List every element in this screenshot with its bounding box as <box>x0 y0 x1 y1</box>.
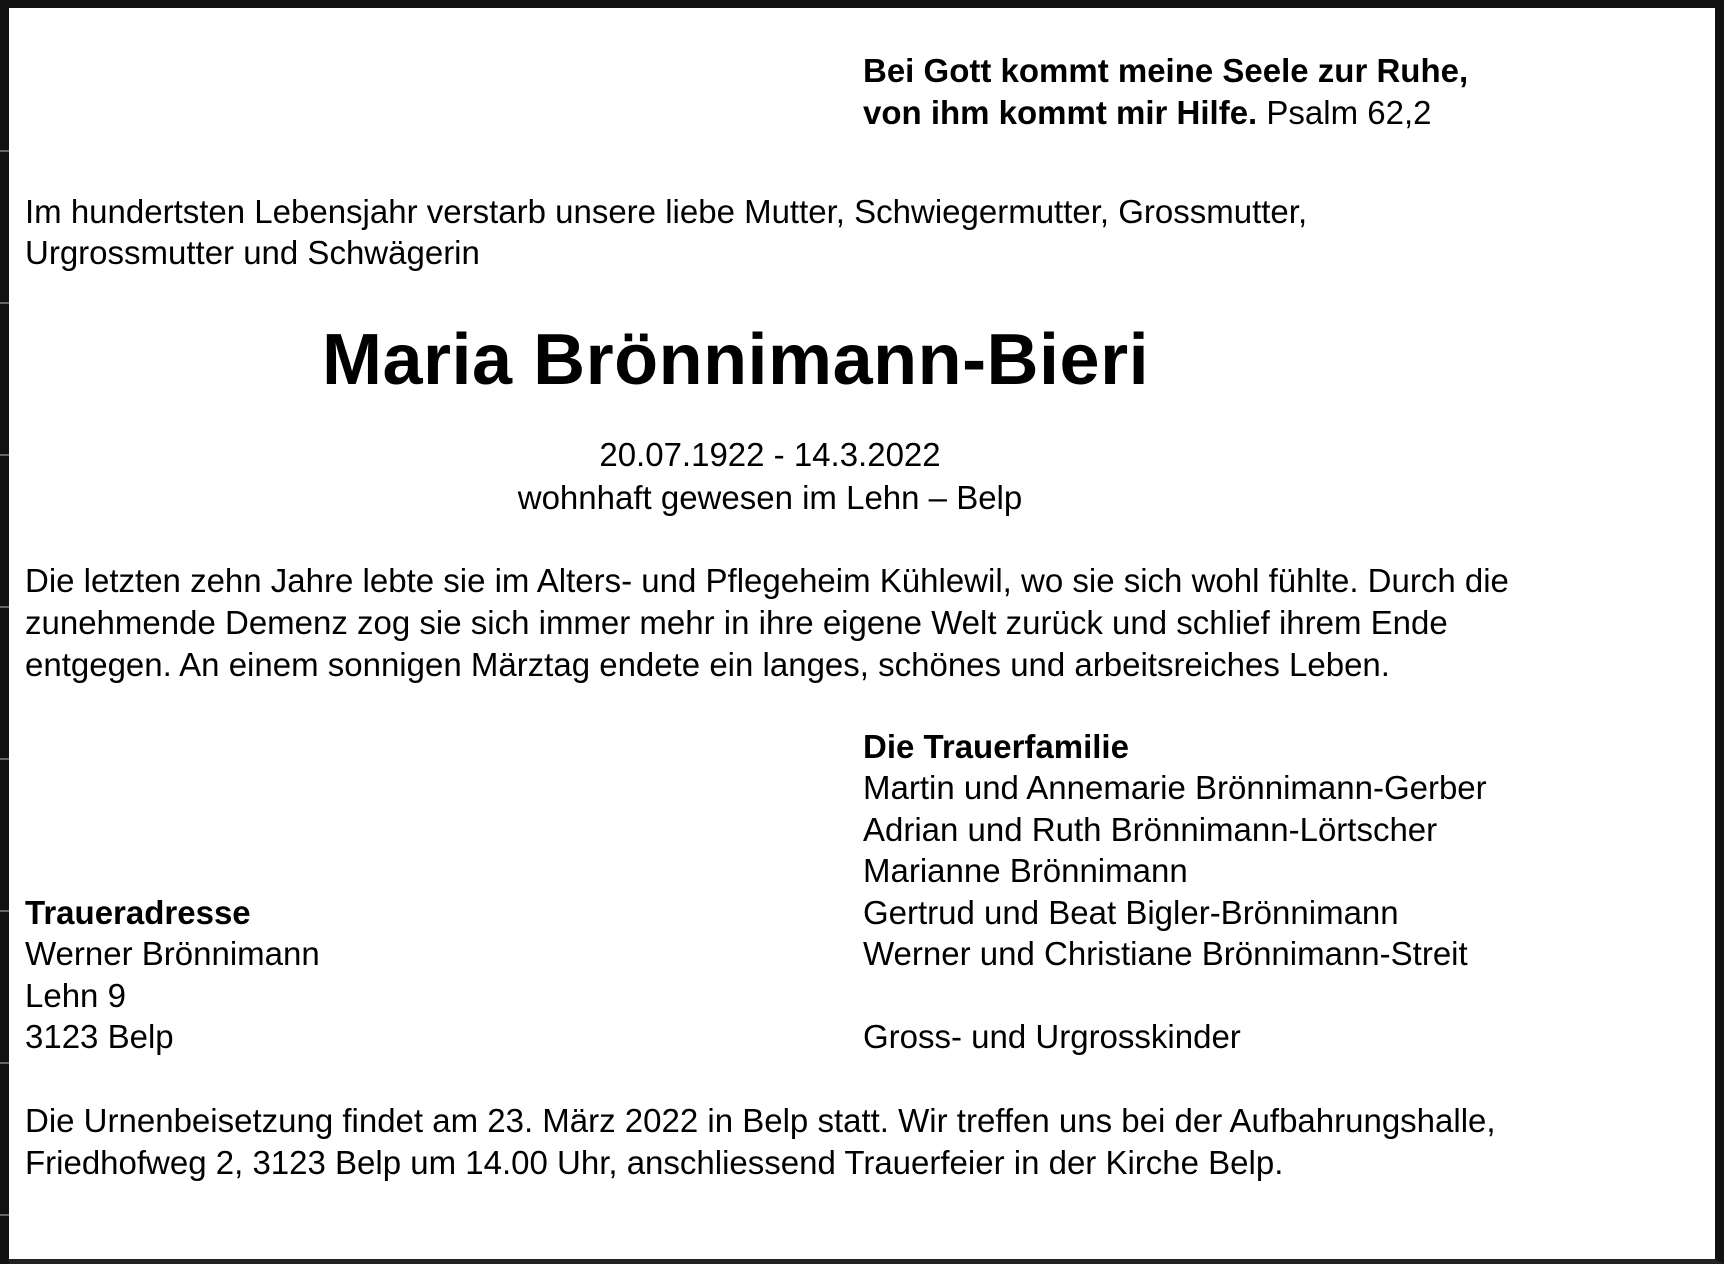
residence: wohnhaft gewesen im Lehn – Belp <box>517 479 1023 516</box>
left-edge <box>0 0 9 1264</box>
verse-line-2 <box>863 92 1431 134</box>
address-street: Lehn 9 <box>25 977 126 1014</box>
family-heading: Die Trauerfamilie <box>863 728 1129 765</box>
address-heading: Traueradresse <box>25 894 251 931</box>
funeral-line-2: Friedhofweg 2, 3123 Belp um 14.00 Uhr, anschliessend Trauerfeier in der Kirche Belp. <box>25 1144 1284 1181</box>
story-line-1: Die letzten zehn Jahre lebte sie im Alters- und Pflegeheim Kühlewil, wo sie sich wohl fühlte. Durch die <box>25 562 1509 599</box>
family-member: Werner und Christiane Brönnimann-Streit <box>863 935 1468 972</box>
intro-line-2: Urgrossmutter und Schwägerin <box>25 234 480 271</box>
intro-line-1: Im hundertsten Lebensjahr verstarb unsere liebe Mutter, Schwiegermutter, Grossmutter, <box>25 193 1308 230</box>
address-city: 3123 Belp <box>25 1018 174 1055</box>
verse-reference: Psalm 62,2 <box>1257 94 1432 131</box>
verse-line-2-bold: von ihm kommt mir Hilfe. <box>863 94 1258 131</box>
funeral-line-1: Die Urnenbeisetzung findet am 23. März 2022 in Belp statt. Wir treffen uns bei der Aufbahrungshalle, <box>25 1102 1496 1139</box>
grandchildren: Gross- und Urgrosskinder <box>863 1018 1241 1055</box>
story-line-3: entgegen. An einem sonnigen Märztag endete ein langes, schönes und arbeitsreiches Leben. <box>25 646 1390 683</box>
address-name: Werner Brönnimann <box>25 935 320 972</box>
family-member: Marianne Brönnimann <box>863 852 1188 889</box>
story-line-2: zunehmende Demenz zog sie sich immer mehr in ihre eigene Welt zurück und schlief ihrem Ende <box>25 604 1448 641</box>
verse-line-1: Bei Gott kommt meine Seele zur Ruhe, <box>863 52 1469 89</box>
life-dates: 20.07.1922 - 14.3.2022 <box>599 436 941 473</box>
deceased-name: Maria Brönnimann-Bieri <box>322 320 1150 400</box>
family-member: Adrian und Ruth Brönnimann-Lörtscher <box>863 811 1438 848</box>
family-member: Gertrud und Beat Bigler-Brönnimann <box>863 894 1399 931</box>
family-member: Martin und Annemarie Brönnimann-Gerber <box>863 769 1487 806</box>
